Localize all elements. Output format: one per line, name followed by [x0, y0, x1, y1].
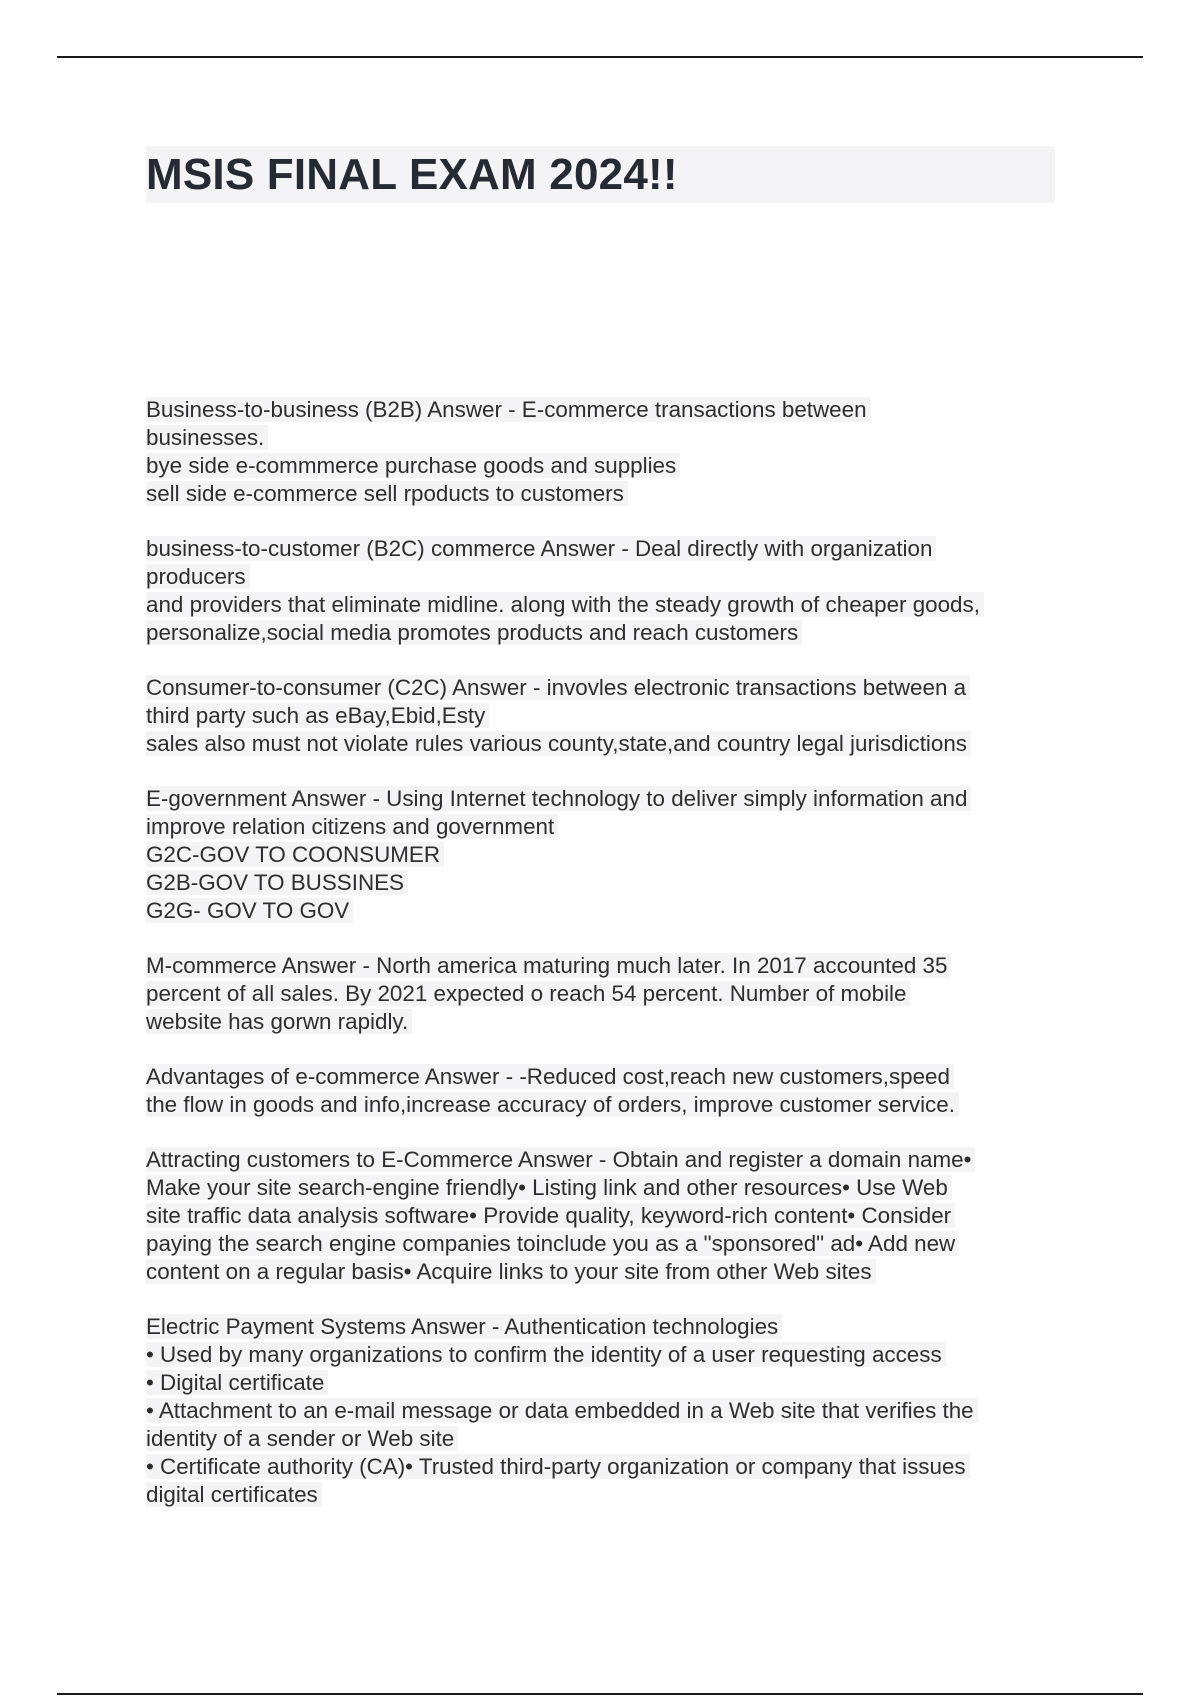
- entry-line-text: E-government Answer - Using Internet technology to deliver simply information and: [146, 786, 971, 811]
- entry-line-text: and providers that eliminate midline. along with the steady growth of cheaper goods,: [146, 592, 984, 617]
- entry-line: [146, 674, 1066, 702]
- entry-line-text: personalize,social media promotes products and reach customers: [146, 620, 802, 645]
- qa-entry: [146, 396, 1066, 508]
- entry-line: [146, 952, 1066, 980]
- entry-line-text: site traffic data analysis software• Provide quality, keyword-rich content• Consider: [146, 1203, 955, 1228]
- qa-entry: [146, 1063, 1066, 1119]
- bottom-divider: [57, 1693, 1143, 1695]
- entry-line: [146, 424, 1066, 452]
- entry-line-text: digital certificates: [146, 1482, 322, 1507]
- entry-line-text: producers: [146, 564, 250, 589]
- entry-line: [146, 980, 1066, 1008]
- entry-line-text: • Attachment to an e-mail message or data embedded in a Web site that verifies the: [146, 1398, 978, 1423]
- entry-line-text: identity of a sender or Web site: [146, 1426, 458, 1451]
- entry-line-text: • Certificate authority (CA)• Trusted third-party organization or company that issues: [146, 1454, 970, 1479]
- entry-line: [146, 1341, 1066, 1369]
- entry-line-text: the flow in goods and info,increase accuracy of orders, improve customer service.: [146, 1092, 959, 1117]
- entry-line: [146, 535, 1066, 563]
- entry-line: [146, 730, 1066, 758]
- entry-line: [146, 1258, 1066, 1286]
- page-title: MSIS FINAL EXAM 2024!!: [146, 150, 678, 199]
- entry-line-text: Attracting customers to E-Commerce Answer - Obtain and register a domain name•: [146, 1147, 975, 1172]
- entry-line-text: Business-to-business (B2B) Answer - E-commerce transactions between: [146, 397, 871, 422]
- entry-line: [146, 1453, 1066, 1481]
- entry-line-text: Advantages of e-commerce Answer - -Reduced cost,reach new customers,speed: [146, 1064, 954, 1089]
- entry-line: [146, 841, 1066, 869]
- entry-line: [146, 702, 1066, 730]
- entry-line-text: third party such as eBay,Ebid,Esty: [146, 703, 489, 728]
- top-divider: [57, 56, 1143, 58]
- entry-line-text: • Used by many organizations to confirm the identity of a user requesting access: [146, 1342, 946, 1367]
- entry-line: [146, 1425, 1066, 1453]
- entry-line: [146, 1063, 1066, 1091]
- entry-line-text: G2C-GOV TO COONSUMER: [146, 842, 444, 867]
- entry-line: [146, 1313, 1066, 1341]
- entry-line-text: M-commerce Answer - North america maturing much later. In 2017 accounted 35: [146, 953, 951, 978]
- entry-line: [146, 1397, 1066, 1425]
- entry-line-text: Make your site search-engine friendly• Listing link and other resources• Use Web: [146, 1175, 952, 1200]
- entry-line: [146, 1481, 1066, 1509]
- entry-line-text: improve relation citizens and government: [146, 814, 558, 839]
- entry-line: [146, 563, 1066, 591]
- entry-line: [146, 591, 1066, 619]
- entry-line-text: percent of all sales. By 2021 expected o reach 54 percent. Number of mobile: [146, 981, 910, 1006]
- entry-line-text: paying the search engine companies toinclude you as a "sponsored" ad• Add new: [146, 1231, 959, 1256]
- entry-line-text: sales also must not violate rules various county,state,and country legal jurisdictions: [146, 731, 971, 756]
- entry-line-text: Electric Payment Systems Answer - Authentication technologies: [146, 1314, 782, 1339]
- qa-entry: [146, 674, 1066, 758]
- document-body: [146, 396, 1066, 1536]
- entry-line: [146, 1230, 1066, 1258]
- entry-line: [146, 1008, 1066, 1036]
- entry-line-text: businesses.: [146, 425, 268, 450]
- entry-line: [146, 1369, 1066, 1397]
- entry-line-text: business-to-customer (B2C) commerce Answer - Deal directly with organization: [146, 536, 936, 561]
- entry-line: [146, 785, 1066, 813]
- entry-line: [146, 897, 1066, 925]
- entry-line: [146, 452, 1066, 480]
- entry-line: [146, 1146, 1066, 1174]
- entry-line: [146, 480, 1066, 508]
- entry-line-text: • Digital certificate: [146, 1370, 328, 1395]
- entry-line: [146, 1202, 1066, 1230]
- entry-line-text: G2G- GOV TO GOV: [146, 898, 353, 923]
- qa-entry: [146, 785, 1066, 925]
- entry-line: [146, 619, 1066, 647]
- entry-line-text: Consumer-to-consumer (C2C) Answer - invovles electronic transactions between a: [146, 675, 970, 700]
- qa-entry: [146, 1313, 1066, 1509]
- entry-line: [146, 1174, 1066, 1202]
- entry-line-text: content on a regular basis• Acquire links to your site from other Web sites: [146, 1259, 876, 1284]
- entry-line: [146, 813, 1066, 841]
- entry-line: [146, 869, 1066, 897]
- entry-line-text: sell side e-commerce sell rpoducts to customers: [146, 481, 628, 506]
- qa-entry: [146, 1146, 1066, 1286]
- entry-line-text: website has gorwn rapidly.: [146, 1009, 412, 1034]
- entry-line-text: G2B-GOV TO BUSSINES: [146, 870, 408, 895]
- entry-line: [146, 1091, 1066, 1119]
- qa-entry: [146, 952, 1066, 1036]
- entry-line: [146, 396, 1066, 424]
- qa-entry: [146, 535, 1066, 647]
- entry-line-text: bye side e-commmerce purchase goods and supplies: [146, 453, 680, 478]
